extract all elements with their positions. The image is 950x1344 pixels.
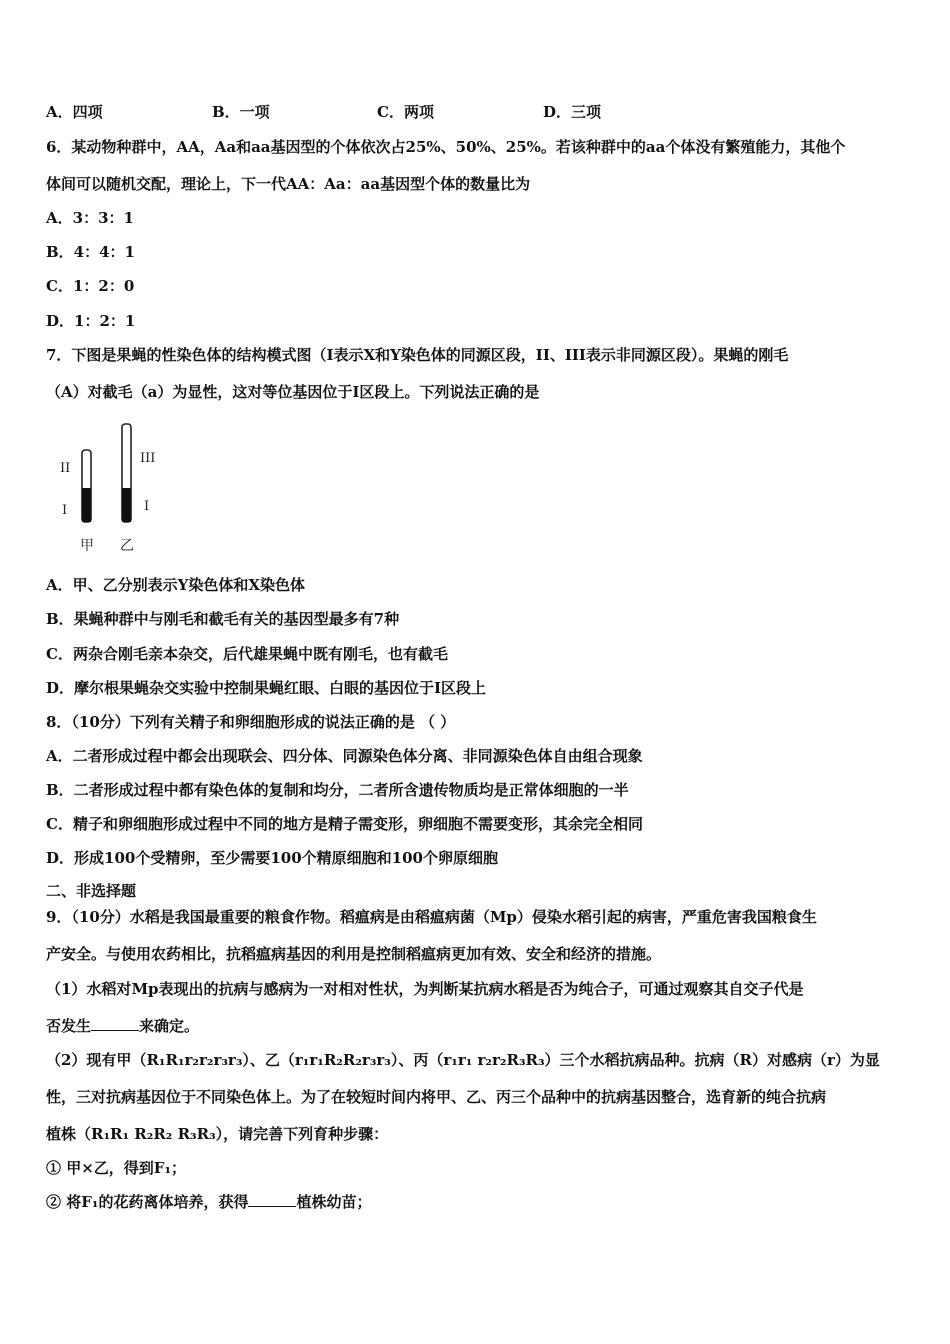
q6-option-c: C．1：2：0 <box>46 277 135 295</box>
q9-stem-line2: 产安全。与使用农药相比，抗稻瘟病基因的利用是控制稻瘟病更加有效、安全和经济的措施。 <box>46 945 662 963</box>
q9-part2-line2: 性，三对抗病基因位于不同染色体上。为了在较短时间内将甲、乙、丙三个品种中的抗病基因整合，选育新的纯合抗病 <box>46 1088 827 1106</box>
q9-part1-answer-blank[interactable] <box>91 1016 139 1031</box>
q9-part1-line2 <box>46 1016 199 1036</box>
q8-option-c: C．精子和卵细胞形成过程中不同的地方是精子需变形，卵细胞不需要变形，其余完全相同 <box>46 815 643 833</box>
q6-option-b: B．4：4：1 <box>46 243 135 261</box>
q9-part2-line1: （2）现有甲（R₁R₁r₂r₂r₃r₃）、乙（r₁r₁R₂R₂r₃r₃）、丙（r₁r₁ r₂r₂R₃R₃）三个水稻抗病品种。抗病（R）对感病（r）为显 <box>46 1051 880 1069</box>
q7-option-b: B．果蝇种群中与刚毛和截毛有关的基因型最多有7种 <box>46 610 400 628</box>
q9-part1-line1: （1）水稻对Mp表现出的抗病与感病为一对相对性状，为判断某抗病水稻是否为纯合子，可通过观察其自交子代是 <box>46 980 804 998</box>
q9-step1: ① 甲×乙，得到F₁； <box>46 1159 187 1177</box>
label-yi: 乙 <box>120 538 134 554</box>
yi-chromosome-region-i <box>122 488 131 522</box>
jia-chromosome-region-i <box>82 488 91 522</box>
q6-stem-line2: 体间可以随机交配，理论上，下一代AA：Aa：aa基因型个体的数量比为 <box>46 175 531 193</box>
q5-option-c: C．两项 <box>377 103 434 121</box>
q9-step2 <box>46 1192 371 1212</box>
q5-option-a: A．四项 <box>46 103 103 121</box>
q5-option-b: B．一项 <box>212 103 270 121</box>
q8-option-a: A．二者形成过程中都会出现联会、四分体、同源染色体分离、非同源染色体自由组合现象 <box>46 747 643 765</box>
q9-step2-pre: ② 将F₁的花药离体培养，获得 <box>46 1193 249 1211</box>
label-iii: III <box>140 451 156 466</box>
label-i-left: I <box>62 503 68 518</box>
q7-option-a: A．甲、乙分别表示Y染色体和X染色体 <box>46 576 305 594</box>
label-i-right: I <box>144 499 150 514</box>
q5-option-d: D．三项 <box>543 103 602 121</box>
q9-stem-line1: 9．（10分）水稻是我国最重要的粮食作物。稻瘟病是由稻瘟病菌（Mp）侵染水稻引起的病害，严重危害我国粮食生 <box>46 908 817 926</box>
q9-step2-post: 植株幼苗； <box>296 1193 372 1211</box>
label-jia: 甲 <box>80 538 94 554</box>
q8-stem: 8．（10分）下列有关精子和卵细胞形成的说法正确的是 （ ） <box>46 713 456 731</box>
q9-step2-answer-blank[interactable] <box>248 1192 296 1207</box>
q7-option-d: D．摩尔根果蝇杂交实验中控制果蝇红眼、白眼的基因位于I区段上 <box>46 679 487 697</box>
q7-stem-line1: 7．下图是果蝇的性染色体的结构模式图（I表示X和Y染色体的同源区段，II、III表示非同源区段）。果蝇的刚毛 <box>46 346 789 364</box>
q6-option-a: A．3：3：1 <box>46 209 134 227</box>
q6-stem-line1: 6．某动物种群中，AA，Aa和aa基因型的个体依次占25%、50%、25%。若该种群中的aa个体没有繁殖能力，其他个 <box>46 138 846 156</box>
q7-option-c: C．两杂合刚毛亲本杂交，后代雄果蝇中既有刚毛，也有截毛 <box>46 645 448 663</box>
q9-part2-line3: 植株（R₁R₁ R₂R₂ R₃R₃），请完善下列育种步骤： <box>46 1125 389 1143</box>
q9-part1-line2-post: 来确定。 <box>139 1017 200 1035</box>
q8-option-b: B．二者形成过程中都有染色体的复制和均分，二者所含遗传物质均是正常体细胞的一半 <box>46 781 629 799</box>
q6-option-d: D．1：2：1 <box>46 312 136 330</box>
q8-option-d: D．形成100个受精卵，至少需要100个精原细胞和100个卵原细胞 <box>46 849 498 867</box>
q9-part1-line2-pre: 否发生 <box>46 1017 92 1035</box>
q5-options-row <box>46 101 746 123</box>
section2-title: 二、非选择题 <box>46 882 137 900</box>
chromosome-diagram <box>52 418 172 558</box>
q7-stem-line2: （A）对截毛（a）为显性，这对等位基因位于I区段上。下列说法正确的是 <box>46 383 540 401</box>
label-ii: II <box>60 461 71 476</box>
